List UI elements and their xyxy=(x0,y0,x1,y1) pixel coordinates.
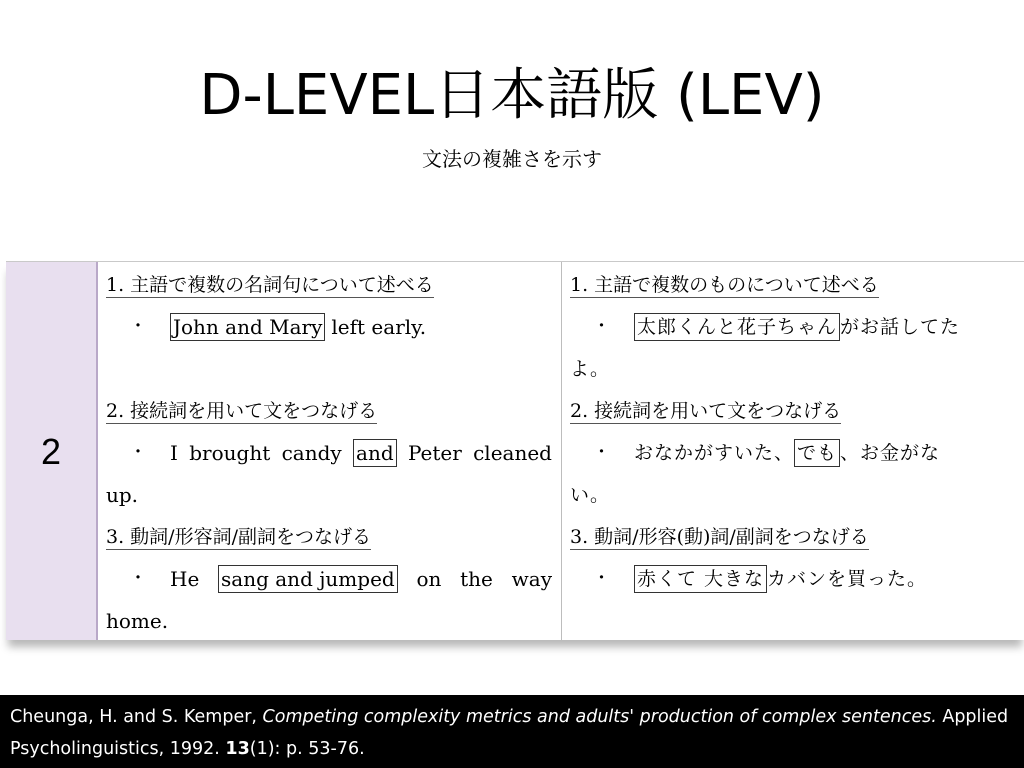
en-item3-example: ・ He sang and jumped on the way xyxy=(106,564,552,594)
en-item2-heading: 2. 接続詞を用いて文をつなげる xyxy=(106,400,378,422)
highlight-box: 赤くて 大きな xyxy=(634,565,767,593)
example-text: 、お金がな xyxy=(840,442,941,464)
ja-item1-example xyxy=(570,312,960,342)
level-cell xyxy=(6,262,98,640)
en-item3-wrap: home. xyxy=(106,609,169,633)
japanese-column xyxy=(570,262,1018,640)
ja-item2-heading: 2. 接続詞を用いて文をつなげる xyxy=(570,400,842,422)
slide-title: D-LEVEL日本語版 (LEV) xyxy=(199,63,825,128)
level-number: 2 xyxy=(40,431,62,472)
bullet-icon: ・ xyxy=(129,316,147,337)
en-item1-heading: 1. 主語で複数の名詞句について述べる xyxy=(106,274,434,296)
bullet-icon: ・ xyxy=(592,442,612,463)
english-column xyxy=(106,262,554,640)
ja-item2-wrap: い。 xyxy=(570,484,611,506)
bullet-icon: ・ xyxy=(129,442,147,463)
citation-pages: (1): p. 53-76. xyxy=(249,739,365,759)
citation-volume: 13 xyxy=(225,739,250,759)
highlight-box: でも xyxy=(794,439,840,467)
ja-item3-heading: 3. 動詞/形容(動)詞/副詞をつなげる xyxy=(570,526,869,548)
en-item2-wrap: up. xyxy=(106,483,139,507)
example-table xyxy=(6,261,1024,640)
citation-authors: Cheunga, H. and S. Kemper, xyxy=(10,707,263,727)
ja-item1-wrap: よ。 xyxy=(570,358,611,380)
slide-subtitle: 文法の複雑さを示す xyxy=(422,147,602,171)
citation-title: Competing complexity metrics and adults' production of complex sentences. xyxy=(262,707,937,727)
ja-item3-example xyxy=(570,564,927,594)
highlight-box: and xyxy=(353,439,397,467)
highlight-box: John and Mary xyxy=(170,313,325,341)
highlight-box: sang and jumped xyxy=(218,565,398,593)
example-text: おなかがすいた、 xyxy=(634,442,795,464)
en-item2-example: ・ I brought candy and Peter cleaned xyxy=(106,438,552,468)
en-item1-example xyxy=(106,312,426,342)
highlight-box: 太郎くんと花子ちゃん xyxy=(634,313,840,341)
ja-item2-example xyxy=(570,438,940,468)
example-text: カバンを買った。 xyxy=(767,568,928,590)
bullet-icon: ・ xyxy=(592,316,612,337)
ja-item1-heading: 1. 主語で複数のものについて述べる xyxy=(570,274,879,296)
citation-footer xyxy=(0,695,1024,768)
bullet-icon: ・ xyxy=(592,568,612,589)
example-text: left early. xyxy=(331,315,427,339)
en-item3-heading: 3. 動詞/形容詞/副詞をつなげる xyxy=(106,526,371,548)
citation-journal: Applied Psycholinguistics, 1992. xyxy=(10,707,1009,759)
example-text: がお話してた xyxy=(840,316,961,338)
column-divider xyxy=(561,262,562,640)
bullet-icon: ・ xyxy=(129,568,147,589)
